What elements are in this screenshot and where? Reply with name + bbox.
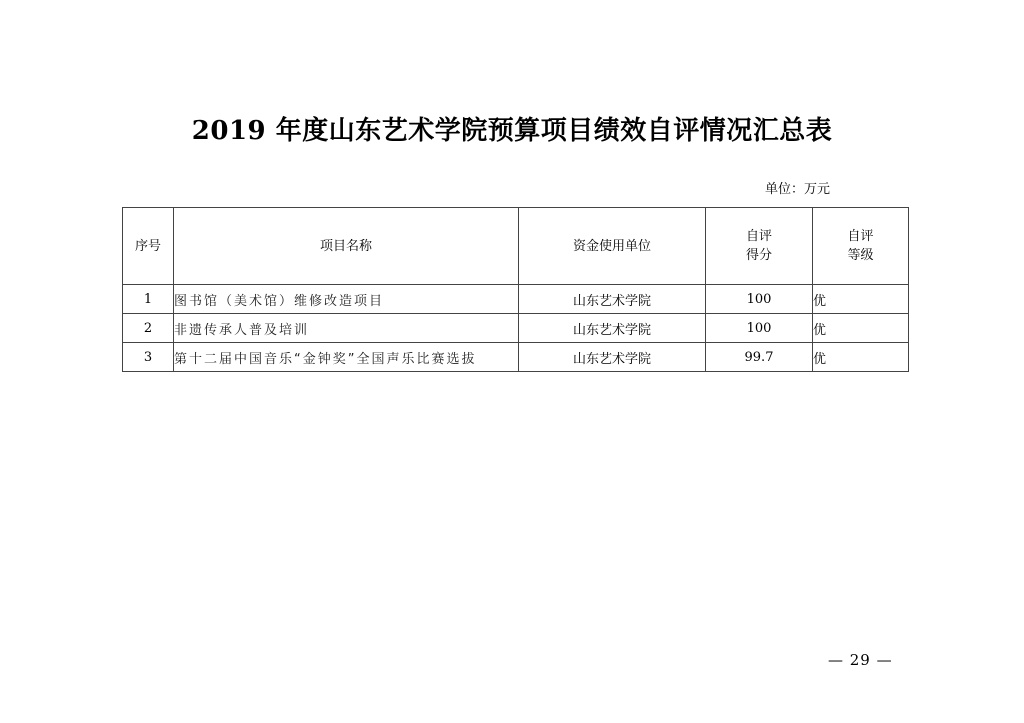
cell-self-grade: 优 — [813, 343, 909, 372]
header-self-score — [706, 208, 813, 285]
cell-project-name: 非遗传承人普及培训 — [174, 314, 519, 343]
cell-self-score: 99.7 — [706, 343, 813, 372]
header-project-name: 项目名称 — [174, 208, 519, 285]
cell-self-grade: 优 — [813, 314, 909, 343]
unit-label: 单位：万元 — [764, 182, 830, 197]
table-row — [123, 343, 909, 372]
cell-self-score: 100 — [706, 285, 813, 314]
header-self-grade — [813, 208, 909, 285]
table-header — [123, 208, 909, 285]
header-self-score-line1: 自评 — [745, 229, 772, 244]
summary-table — [122, 207, 909, 372]
header-self-grade-line2: 等级 — [847, 248, 874, 263]
header-fund-unit: 资金使用单位 — [519, 208, 706, 285]
table-row — [123, 285, 909, 314]
cell-fund-unit: 山东艺术学院 — [519, 314, 706, 343]
header-self-score-line2: 得分 — [745, 248, 772, 263]
document-title: 2019 年度山东艺术学院预算项目绩效自评情况汇总表 — [191, 116, 833, 146]
header-self-grade-line1: 自评 — [847, 229, 874, 244]
header-row — [123, 208, 909, 285]
cell-no: 3 — [123, 343, 174, 372]
cell-fund-unit: 山东艺术学院 — [519, 343, 706, 372]
table-row — [123, 314, 909, 343]
header-no: 序号 — [123, 208, 174, 285]
cell-self-score: 100 — [706, 314, 813, 343]
cell-no: 2 — [123, 314, 174, 343]
page-number: — 29 — — [828, 651, 893, 669]
cell-self-grade: 优 — [813, 285, 909, 314]
cell-project-name: 第十二届中国音乐“金钟奖”全国声乐比赛选拔 — [174, 343, 519, 372]
cell-project-name: 图书馆（美术馆）维修改造项目 — [174, 285, 519, 314]
cell-no: 1 — [123, 285, 174, 314]
table-body — [123, 285, 909, 372]
cell-fund-unit: 山东艺术学院 — [519, 285, 706, 314]
